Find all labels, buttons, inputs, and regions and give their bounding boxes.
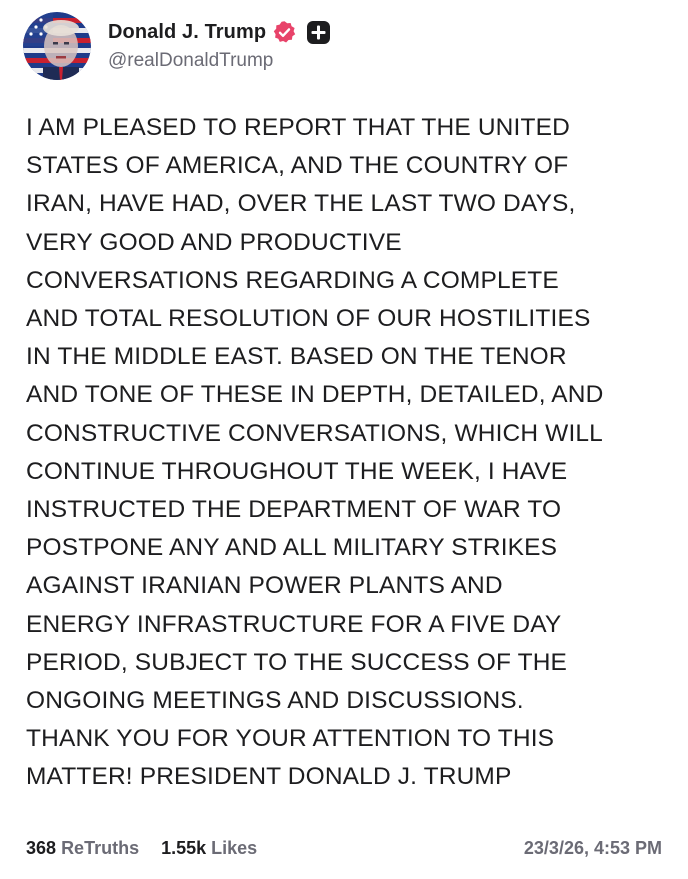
author-display-name[interactable]: Donald J. Trump [108, 21, 267, 43]
retruths-stat[interactable] [26, 836, 139, 860]
verified-badge-icon [272, 20, 297, 45]
likes-count: 1.55k [161, 838, 207, 858]
plus-icon[interactable] [307, 21, 330, 44]
retruths-count: 368 [26, 838, 57, 858]
post-text: I AM PLEASED TO REPORT THAT THE UNITED STATES OF AMERICA, AND THE COUNTRY OF IRAN, HAVE HAD, OVER THE LAST TWO DAYS, VERY GOOD AND PRODUCTIVE CONVERSATIONS REGARDING A COMPLETE AND TOTAL RESOLUTION OF OUR HOSTILITIES IN THE MIDDLE EAST. BASED ON THE TENOR AND TONE OF THESE IN DEPTH, DETAILED, AND CONSTRUCTIVE CONVERSATIONS, WHICH WILL CONTINUE THROUGHOUT THE WEEK, I HAVE INSTRUCTED THE DEPARTMENT OF WAR TO POSTPONE ANY AND ALL MILITARY STRIKES AGAINST IRANIAN POWER PLANTS AND ENERGY INFRASTRUCTURE FOR A FIVE DAY PERIOD, SUBJECT TO THE SUCCESS OF THE ONGOING MEETINGS AND DISCUSSIONS. THANK YOU FOR YOUR ATTENTION TO THIS MATTER! PRESIDENT DONALD J. TRUMP [26, 114, 604, 791]
retruths-label: ReTruths [61, 838, 140, 858]
avatar-image [23, 12, 91, 80]
post-header [23, 12, 330, 80]
avatar[interactable] [23, 12, 91, 80]
post-timestamp[interactable]: 23/3/26, 4:53 PM [523, 838, 662, 858]
likes-label: Likes [211, 838, 258, 858]
name-row [108, 20, 330, 45]
author-names [108, 20, 330, 73]
post-footer [26, 836, 662, 860]
author-handle[interactable]: @realDonaldTrump [108, 49, 274, 71]
likes-stat[interactable] [161, 836, 257, 860]
